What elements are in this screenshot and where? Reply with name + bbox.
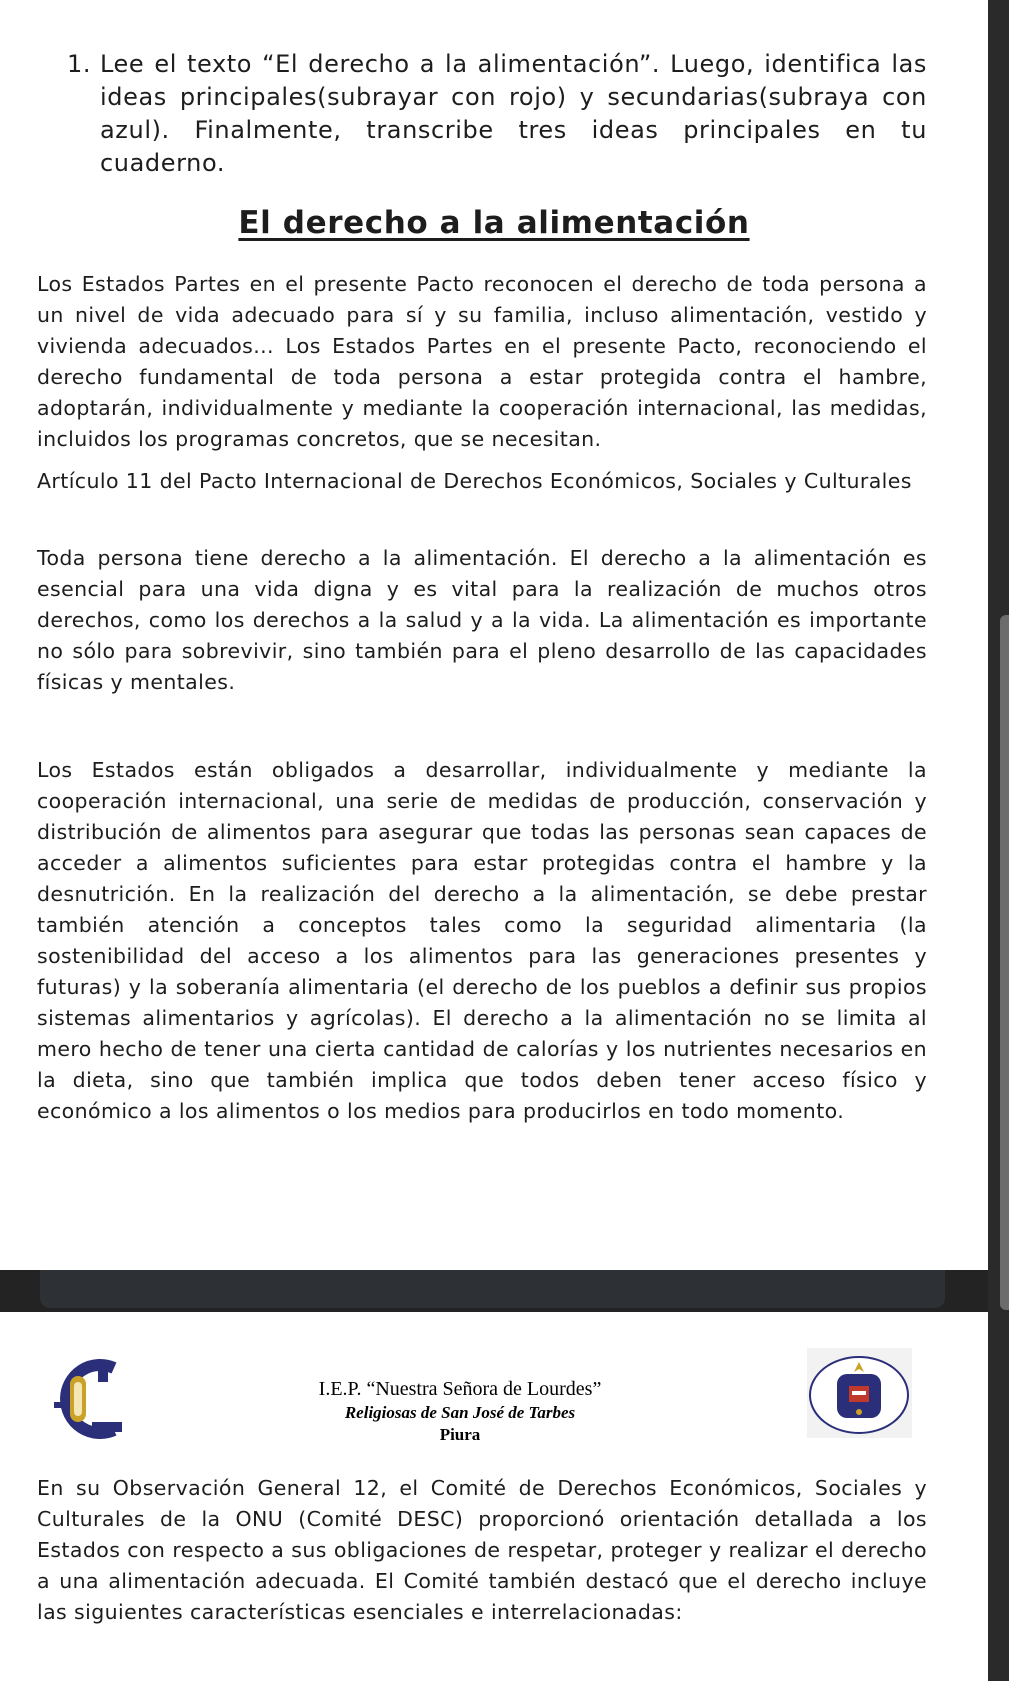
paragraph-citation: Artículo 11 del Pacto Internacional de Derechos Económicos, Sociales y Culturales bbox=[37, 469, 912, 493]
task-text: Lee el texto “El derecho a la alimentación”. Luego, identifica las ideas principales(subrayar con rojo) y secundarias(subraya con azul). Finalmente, transcribe tres ideas principales en tu cuaderno. bbox=[100, 50, 927, 177]
paragraph-toda-persona: Toda persona tiene derecho a la alimentación. El derecho a la alimentación es esencial para una vida digna y es vital para la realización de muchos otros derechos, como los derechos a la salud y a la vida. La alimentación es importante no sólo para sobrevivir, sino también para el pleno desarrollo de las capacidades físicas y mentales. bbox=[37, 546, 927, 694]
task-number: 1. bbox=[67, 50, 92, 78]
paragraph-estados-obligados: Los Estados están obligados a desarrollar, individualmente y mediante la cooperación internacional, una serie de medidas de producción, conservación y distribución de alimentos para asegurar que todas las personas sean capaces de acceder a alimentos suficientes para estar protegidas contra el hambre y la desnutrición. En la realización del derecho a la alimentación, se debe prestar también atención a conceptos tales como la seguridad alimentaria (la sostenibilidad del acceso a los alimentos para las generaciones presentes y futuras) y la soberanía alimentaria (el derecho de los pueblos a definir sus propios sistemas alimentarios y agrícolas). El derecho a la alimentación no se limita al mero hecho de tener una cierta cantidad de calorías y los nutrientes necesarios en la dieta, sino que también implica que todos deben tener acceso físico y económico a los alimentos o los medios para producirlos en todo momento. bbox=[37, 758, 927, 1123]
school-name: I.E.P. “Nuestra Señora de Lourdes” bbox=[318, 1378, 602, 1400]
paragraph-observacion-general: En su Observación General 12, el Comité de Derechos Económicos, Sociales y Culturales de la ONU (Comité DESC) proporcionó orientación detallada a los Estados con respecto a sus obligaciones de respetar, proteger y realizar el derecho a una alimentación adecuada. El Comité también destacó que el derecho incluye las siguientes características esenciales e interrelacionadas: bbox=[37, 1476, 927, 1624]
task-instruction bbox=[67, 48, 927, 180]
page-divider-bar bbox=[40, 1270, 945, 1308]
school-subtitle: Religiosas de San José de Tarbes bbox=[344, 1403, 576, 1422]
school-header bbox=[300, 1376, 620, 1446]
paragraph-pacto-quote: Los Estados Partes en el presente Pacto reconocen el derecho de toda persona a un nivel de vida adecuado para sí y su familia, incluso alimentación, vestido y vivienda adecuados... Los Estados Partes en el presente Pacto, reconociendo el derecho fundamental de toda persona a estar protegida contra el hambre, adoptarán, individualmente y mediante la cooperación internacional, las medidas, incluidos los programas concretos, que se necesitan. bbox=[37, 272, 927, 451]
document-title: El derecho a la alimentación bbox=[238, 205, 750, 241]
school-logo-left bbox=[52, 1356, 130, 1442]
school-city: Piura bbox=[439, 1425, 481, 1444]
school-logo-right bbox=[807, 1348, 912, 1438]
scrollbar-thumb[interactable] bbox=[1000, 615, 1009, 1310]
